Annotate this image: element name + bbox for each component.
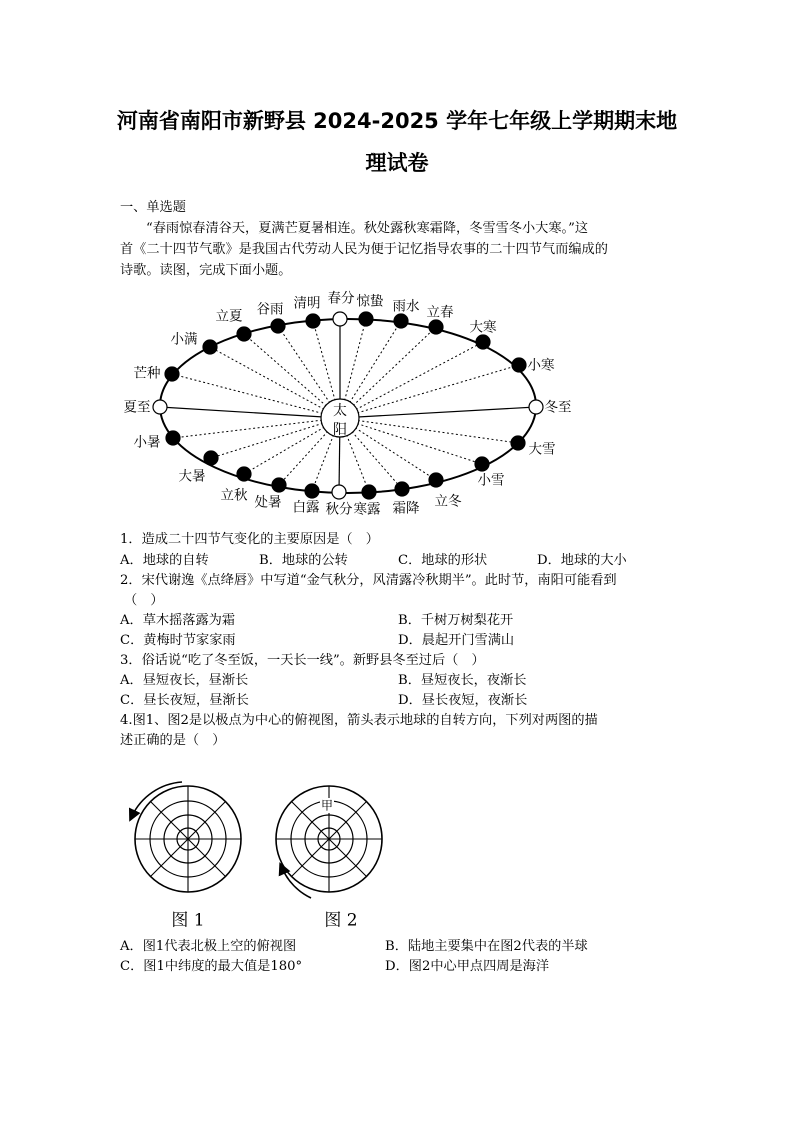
earth-position-mangzhong [165,367,179,381]
spoke-dongzhi [340,407,536,418]
earth-position-dongzhi [529,400,543,414]
term-dongzhi: 冬至 [544,399,572,416]
title-line-2: 理试卷 [365,151,429,175]
figure-1-caption: 图 1 [171,910,205,931]
figure-2-caption: 图 2 [324,910,358,931]
term-xiaoshu: 小暑 [133,434,161,451]
term-xiaoman: 小满 [170,331,198,348]
spoke-xiaoman [210,347,340,418]
earth-position-lidong [429,473,443,487]
fig2-point-jia: 甲 [320,798,334,813]
intro-line-3: 诗歌。读图，完成下面小题。 [120,263,292,278]
earth-position-xiaoshu [166,431,180,445]
q4-stem-cont: 述正确的是（ ） [120,733,226,748]
term-qiufen: 秋分 [325,501,353,518]
intro-line-2: 首《二十四节气歌》是我国古代劳动人民为便于记忆指导农事的二十四节气而编成的 [120,242,608,257]
term-chunfen: 春分 [327,290,355,307]
q2-option-b: B．千树万树梨花开 [398,613,514,628]
term-shuangjiang: 霜降 [392,500,420,517]
earth-position-liqiu [237,467,251,481]
q3-option-c: C．昼长夜短，昼渐长 [120,693,249,708]
q4-option-a: A．图1代表北极上空的俯视图 [120,939,297,954]
earth-position-bailu [305,484,319,498]
earth-position-xiaoxue [475,457,489,471]
spoke-xiaoxue [340,418,482,464]
term-chushu: 处暑 [254,494,282,511]
q4-stem: 4.图1、图2是以极点为中心的俯视图，箭头表示地球的自转方向，下列对两图的描 [120,713,598,728]
term-dahan: 大寒 [469,319,497,336]
q3-option-d: D．昼长夜短，夜渐长 [398,693,528,708]
q1-stem: 1．造成二十四节气变化的主要原因是（ ） [120,532,379,547]
term-lichun: 立春 [426,304,454,321]
fig2-rotation-arrow-icon [282,868,311,898]
q2-stem-cont: （ ） [124,593,164,608]
term-daxue: 大雪 [528,441,556,458]
term-qingming: 清明 [293,295,321,312]
q1-option-b: B．地球的公转 [259,553,348,568]
earth-position-chushu [272,478,286,492]
earth-position-qingming [306,314,320,328]
term-dashu: 大暑 [178,468,206,485]
spoke-lichun [340,327,436,418]
solar-terms-orbit-diagram [120,285,600,520]
term-mangzhong: 芒种 [133,365,161,382]
q1-option-d: D．地球的大小 [537,553,627,568]
term-jingzhe: 惊蛰 [356,293,384,310]
title-line-1: 河南省南阳市新野县 2024-2025 学年七年级上学期期末地 [116,109,678,133]
earth-position-xiazhi [153,400,167,414]
section-heading: 一、单选题 [120,200,186,215]
q4-option-b: B．陆地主要集中在图2代表的半球 [385,939,588,954]
figure-2-polar-view [276,786,382,898]
intro-line-1: “春雨惊春清谷天，夏满芒夏暑相连。秋处露秋寒霜降，冬雪雪冬小大寒。”这 [146,221,589,236]
term-xiaohan: 小寒 [527,357,555,374]
earth-position-guyu [271,319,285,333]
earth-position-dahan [476,335,490,349]
q2-option-c: C．黄梅时节家家雨 [120,633,236,648]
term-xiazhi: 夏至 [123,399,151,416]
term-liqiu: 立秋 [220,487,248,504]
spoke-dahan [340,342,483,418]
polar-view-figures [120,770,420,940]
term-xiaoxue: 小雪 [477,472,505,489]
q3-stem: 3．俗话说“吃了冬至饭，一天长一线”。新野县冬至过后（ ） [120,653,485,668]
earth-position-dashu [204,451,218,465]
term-hanlu: 寒露 [353,501,381,518]
earth-position-qiufen [332,485,346,499]
earth-position-lixia [237,327,251,341]
sun-label-bottom: 阳 [333,422,347,438]
figure-1-polar-view [132,782,241,892]
q4-option-c: C．图1中纬度的最大值是180° [120,959,303,974]
spoke-xiazhi [160,407,340,418]
earth-position-yushui [394,314,408,328]
q1-option-a: A．地球的自转 [120,553,209,568]
q3-option-a: A．昼短夜长，昼渐长 [120,673,249,688]
earth-position-hanlu [362,485,376,499]
earth-position-jingzhe [359,312,373,326]
earth-position-xiaoman [203,340,217,354]
spoke-daxue [340,418,518,443]
q2-stem: 2．宋代谢逸《点绛唇》中写道“金气秋分，风清露冷秋期半”。此时节，南阳可能看到 [120,573,617,588]
spoke-dashu [211,418,340,458]
q3-option-b: B．昼短夜长，夜渐长 [398,673,527,688]
q2-option-d: D．晨起开门雪满山 [398,633,515,648]
term-guyu: 谷雨 [256,301,284,318]
q2-option-a: A．草木摇落露为霜 [120,613,236,628]
term-bailu: 白露 [292,499,320,516]
q4-option-d: D．图2中心甲点四周是海洋 [385,959,550,974]
earth-position-daxue [511,436,525,450]
earth-position-lichun [429,320,443,334]
earth-position-shuangjiang [395,482,409,496]
term-lidong: 立冬 [434,493,462,510]
term-lixia: 立夏 [215,308,243,325]
term-yushui: 雨水 [392,298,420,315]
earth-position-xiaohan [512,358,526,372]
earth-position-chunfen [333,312,347,326]
q1-option-c: C．地球的形状 [398,553,488,568]
sun-label-top: 太 [333,403,347,419]
spoke-xiaoshu [173,418,340,438]
